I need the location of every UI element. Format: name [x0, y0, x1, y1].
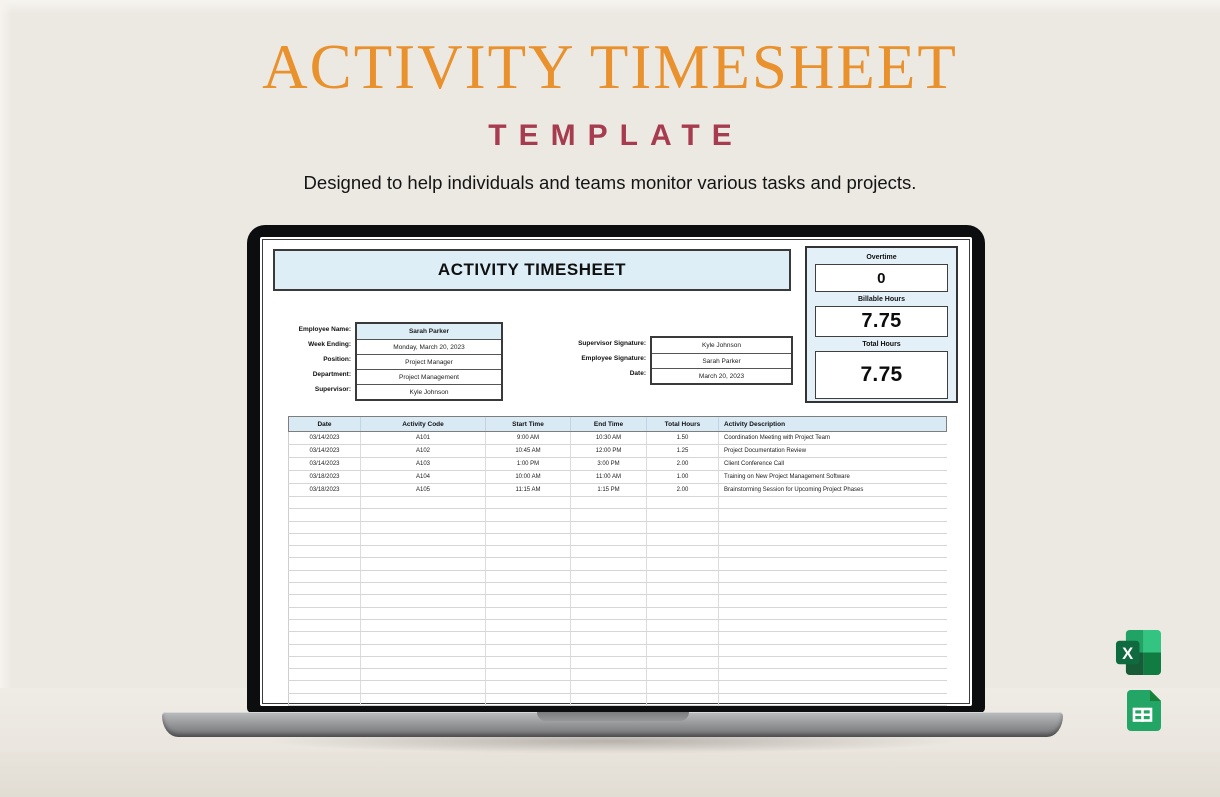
- table-empty-row: [289, 644, 947, 656]
- table-empty-cell: [571, 533, 647, 545]
- table-empty-cell: [647, 607, 719, 619]
- table-empty-cell: [289, 669, 361, 681]
- timesheet-table: [288, 416, 947, 706]
- table-empty-row: [289, 533, 947, 545]
- table-empty-cell: [647, 497, 719, 509]
- table-empty-cell: [289, 607, 361, 619]
- form-field-value: Sarah Parker: [357, 324, 501, 339]
- table-empty-cell: [719, 632, 947, 644]
- table-cell: A102: [361, 445, 486, 458]
- table-empty-cell: [289, 558, 361, 570]
- table-empty-cell: [719, 681, 947, 693]
- table-empty-cell: [647, 583, 719, 595]
- form-field-label: Supervisor:: [314, 386, 351, 393]
- table-empty-cell: [361, 521, 486, 533]
- table-empty-cell: [719, 607, 947, 619]
- table-empty-row: [289, 693, 947, 705]
- table-cell: Training on New Project Management Software: [719, 471, 947, 484]
- table-header-cell: Activity Code: [361, 417, 486, 432]
- table-cell: 1.25: [647, 445, 719, 458]
- table-empty-cell: [361, 509, 486, 521]
- desk-front-edge: [0, 752, 1220, 797]
- table-cell: A103: [361, 458, 486, 471]
- table-empty-cell: [486, 583, 571, 595]
- table-header-cell: Total Hours: [647, 417, 719, 432]
- table-cell: 03/14/2023: [289, 458, 361, 471]
- table-empty-row: [289, 558, 947, 570]
- table-empty-cell: [486, 644, 571, 656]
- table-empty-cell: [486, 619, 571, 631]
- table-empty-cell: [361, 681, 486, 693]
- table-empty-cell: [719, 546, 947, 558]
- table-empty-cell: [289, 533, 361, 545]
- table-empty-cell: [361, 619, 486, 631]
- table-empty-row: [289, 656, 947, 668]
- hero-title: ACTIVITY TIMESHEET: [262, 32, 958, 102]
- table-header-cell: Date: [289, 417, 361, 432]
- form-field-label: Week Ending:: [308, 341, 351, 348]
- table-empty-cell: [719, 644, 947, 656]
- table-empty-cell: [289, 521, 361, 533]
- table-empty-cell: [289, 632, 361, 644]
- table-empty-cell: [571, 570, 647, 582]
- table-empty-row: [289, 619, 947, 631]
- employee-info-labels: [277, 322, 351, 397]
- form-field-value: Kyle Johnson: [357, 384, 501, 399]
- table-empty-cell: [719, 595, 947, 607]
- table-empty-cell: [361, 607, 486, 619]
- table-empty-cell: [647, 681, 719, 693]
- table-header-cell: End Time: [571, 417, 647, 432]
- table-empty-cell: [486, 656, 571, 668]
- table-empty-row: [289, 509, 947, 521]
- table-empty-cell: [571, 607, 647, 619]
- table-empty-cell: [647, 619, 719, 631]
- form-field-label: Position:: [323, 356, 351, 363]
- table-empty-cell: [647, 509, 719, 521]
- table-empty-cell: [486, 497, 571, 509]
- summary-stats-panel: [805, 246, 958, 403]
- table-empty-row: [289, 521, 947, 533]
- table-empty-cell: [647, 669, 719, 681]
- table-cell: 1.00: [647, 471, 719, 484]
- table-empty-row: [289, 595, 947, 607]
- table-empty-cell: [571, 558, 647, 570]
- table-empty-cell: [571, 669, 647, 681]
- table-empty-cell: [647, 521, 719, 533]
- table-cell: 1:00 PM: [486, 458, 571, 471]
- table-row: [289, 458, 947, 471]
- table-cell: 3:00 PM: [571, 458, 647, 471]
- table-empty-cell: [486, 607, 571, 619]
- form-field-label: Supervisor Signature:: [578, 340, 646, 347]
- table-row: [289, 484, 947, 497]
- form-field-label: Date:: [629, 370, 646, 377]
- table-cell: Project Documentation Review: [719, 445, 947, 458]
- form-field-label: Employee Name:: [298, 326, 351, 333]
- stat-label: Overtime: [866, 254, 897, 261]
- table-empty-cell: [647, 693, 719, 705]
- table-empty-cell: [289, 693, 361, 705]
- form-field-value: Sarah Parker: [652, 353, 791, 368]
- table-empty-cell: [719, 669, 947, 681]
- table-cell: Client Conference Call: [719, 458, 947, 471]
- table-header-cell: Start Time: [486, 417, 571, 432]
- form-field-label: Department:: [312, 371, 351, 378]
- table-empty-cell: [571, 583, 647, 595]
- table-empty-cell: [289, 497, 361, 509]
- table-empty-cell: [486, 595, 571, 607]
- table-empty-row: [289, 669, 947, 681]
- table-empty-cell: [486, 632, 571, 644]
- table-empty-cell: [647, 570, 719, 582]
- table-empty-row: [289, 583, 947, 595]
- form-field-value: Kyle Johnson: [652, 338, 791, 353]
- table-empty-cell: [361, 669, 486, 681]
- table-cell: 03/14/2023: [289, 445, 361, 458]
- table-empty-cell: [486, 558, 571, 570]
- table-cell: 2.00: [647, 458, 719, 471]
- table-row: [289, 445, 947, 458]
- table-cell: 03/18/2023: [289, 471, 361, 484]
- table-row: [289, 432, 947, 445]
- table-empty-cell: [647, 533, 719, 545]
- table-header-row: [289, 417, 947, 432]
- table-empty-cell: [361, 632, 486, 644]
- table-empty-cell: [647, 558, 719, 570]
- table-empty-cell: [361, 497, 486, 509]
- table-empty-cell: [361, 693, 486, 705]
- table-empty-row: [289, 570, 947, 582]
- table-empty-cell: [289, 681, 361, 693]
- table-empty-cell: [571, 497, 647, 509]
- stat-value-box: 7.75: [815, 306, 948, 337]
- stat-label: Total Hours: [862, 341, 901, 348]
- form-field-label: Employee Signature:: [581, 355, 646, 362]
- svg-text:X: X: [1122, 643, 1134, 663]
- table-empty-cell: [486, 533, 571, 545]
- table-empty-cell: [289, 509, 361, 521]
- table-empty-cell: [647, 632, 719, 644]
- laptop-mockup: [247, 225, 985, 713]
- timesheet-table-wrapper: [288, 416, 946, 706]
- spreadsheet-page: [262, 239, 970, 704]
- table-empty-cell: [486, 693, 571, 705]
- signature-info-values: [650, 336, 793, 385]
- table-empty-cell: [647, 595, 719, 607]
- table-empty-cell: [361, 558, 486, 570]
- table-empty-cell: [719, 497, 947, 509]
- table-empty-cell: [571, 546, 647, 558]
- table-empty-cell: [571, 509, 647, 521]
- table-cell: 11:00 AM: [571, 471, 647, 484]
- form-field-value: Project Manager: [357, 354, 501, 369]
- table-cell: 9:00 AM: [486, 432, 571, 445]
- table-empty-cell: [289, 546, 361, 558]
- table-empty-row: [289, 497, 947, 509]
- hero-subtitle: TEMPLATE: [488, 119, 744, 152]
- table-empty-cell: [361, 570, 486, 582]
- signature-info-labels: [525, 336, 646, 381]
- table-cell: 11:15 AM: [486, 484, 571, 497]
- table-empty-cell: [361, 644, 486, 656]
- table-cell: 03/18/2023: [289, 484, 361, 497]
- laptop-screen: [260, 237, 972, 706]
- table-cell: A105: [361, 484, 486, 497]
- table-empty-cell: [571, 644, 647, 656]
- table-empty-cell: [719, 583, 947, 595]
- table-cell: 2.00: [647, 484, 719, 497]
- table-empty-cell: [289, 619, 361, 631]
- table-cell: 10:45 AM: [486, 445, 571, 458]
- table-empty-cell: [486, 570, 571, 582]
- google-sheets-icon[interactable]: [1124, 690, 1161, 731]
- table-cell: 10:30 AM: [571, 432, 647, 445]
- excel-icon[interactable]: [1115, 629, 1162, 676]
- table-empty-cell: [361, 583, 486, 595]
- table-empty-cell: [571, 632, 647, 644]
- table-empty-cell: [719, 570, 947, 582]
- form-field-value: Monday, March 20, 2023: [357, 339, 501, 354]
- table-empty-cell: [719, 509, 947, 521]
- employee-info-values: [355, 322, 503, 401]
- table-empty-cell: [571, 619, 647, 631]
- table-empty-cell: [571, 595, 647, 607]
- form-field-value: Project Management: [357, 369, 501, 384]
- table-empty-row: [289, 681, 947, 693]
- table-empty-cell: [486, 521, 571, 533]
- table-empty-cell: [571, 693, 647, 705]
- table-cell: 1.50: [647, 432, 719, 445]
- table-row: [289, 471, 947, 484]
- table-header-cell: Activity Description: [719, 417, 947, 432]
- table-empty-cell: [571, 681, 647, 693]
- laptop-base: [162, 712, 1063, 737]
- form-field-value: March 20, 2023: [652, 368, 791, 383]
- table-empty-row: [289, 632, 947, 644]
- hero-tagline: Designed to help individuals and teams monitor various tasks and projects.: [303, 172, 917, 193]
- table-empty-cell: [571, 521, 647, 533]
- stat-value-box: 7.75: [815, 351, 948, 399]
- table-empty-cell: [486, 546, 571, 558]
- table-cell: 12:00 PM: [571, 445, 647, 458]
- table-empty-cell: [361, 656, 486, 668]
- table-cell: Brainstorming Session for Upcoming Project Phases: [719, 484, 947, 497]
- table-empty-cell: [647, 656, 719, 668]
- stat-label: Billable Hours: [857, 296, 906, 303]
- table-cell: 1:15 PM: [571, 484, 647, 497]
- table-empty-cell: [719, 693, 947, 705]
- table-empty-cell: [486, 669, 571, 681]
- table-cell: A101: [361, 432, 486, 445]
- stat-value-box: 0: [815, 264, 948, 292]
- table-empty-row: [289, 607, 947, 619]
- table-empty-cell: [486, 509, 571, 521]
- table-cell: 03/14/2023: [289, 432, 361, 445]
- table-empty-cell: [289, 656, 361, 668]
- table-empty-cell: [719, 521, 947, 533]
- table-empty-cell: [486, 681, 571, 693]
- table-cell: Coordination Meeting with Project Team: [719, 432, 947, 445]
- table-empty-cell: [571, 656, 647, 668]
- table-empty-cell: [289, 644, 361, 656]
- table-empty-cell: [719, 558, 947, 570]
- sheet-title-banner: ACTIVITY TIMESHEET: [273, 249, 791, 291]
- table-empty-cell: [361, 546, 486, 558]
- table-empty-cell: [719, 656, 947, 668]
- table-empty-cell: [719, 619, 947, 631]
- table-empty-cell: [361, 533, 486, 545]
- laptop-base-notch: [537, 712, 689, 721]
- background-top-light-edge: [0, 0, 1220, 14]
- table-empty-cell: [289, 570, 361, 582]
- table-empty-row: [289, 546, 947, 558]
- table-empty-cell: [289, 595, 361, 607]
- table-empty-cell: [647, 644, 719, 656]
- table-empty-cell: [289, 583, 361, 595]
- table-cell: A104: [361, 471, 486, 484]
- table-empty-cell: [719, 533, 947, 545]
- table-cell: 10:00 AM: [486, 471, 571, 484]
- table-empty-cell: [647, 546, 719, 558]
- table-empty-cell: [361, 595, 486, 607]
